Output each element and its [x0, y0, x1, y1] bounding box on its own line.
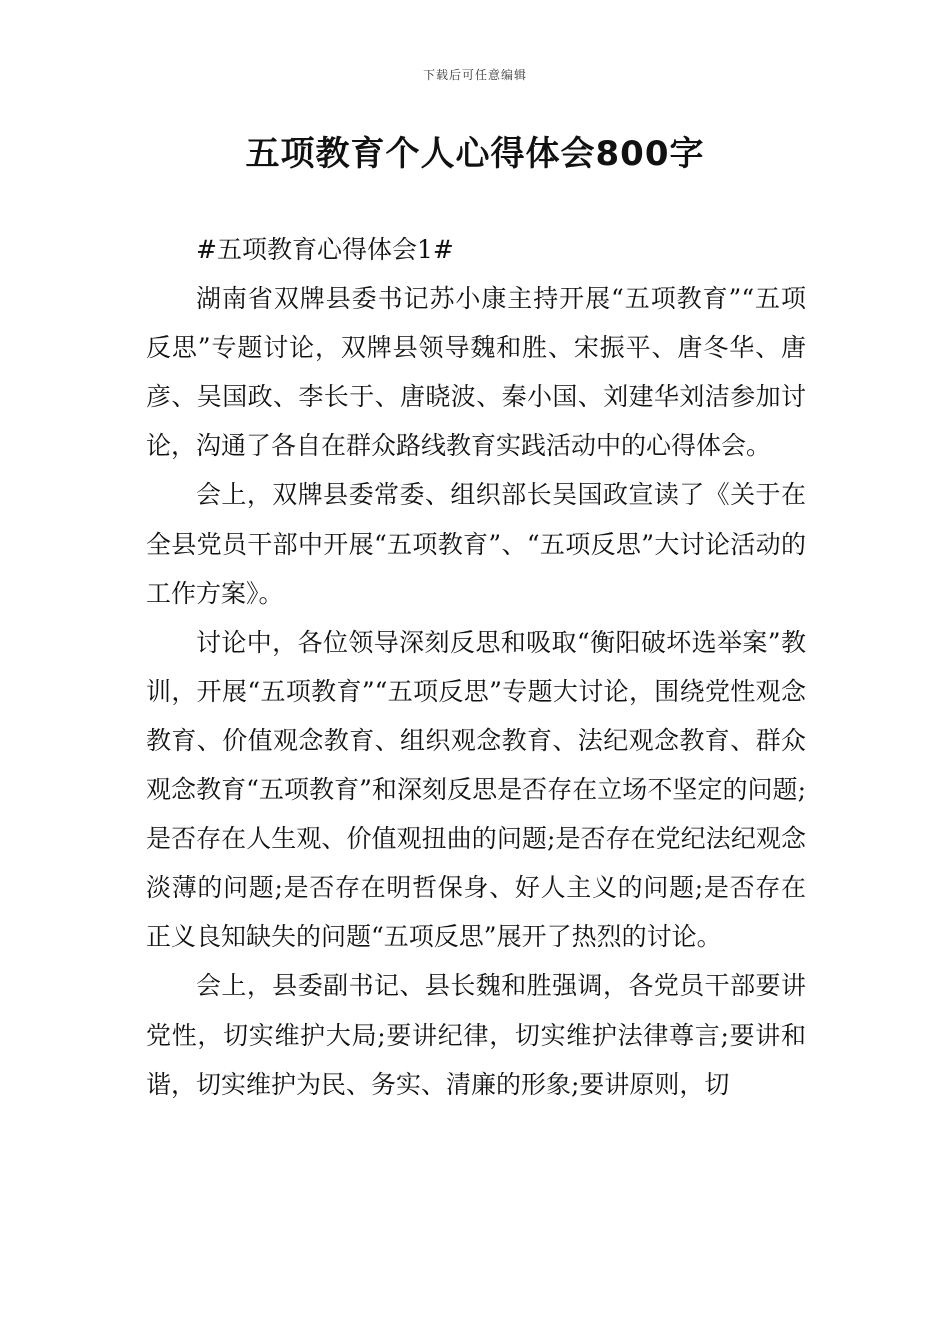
- paragraph: 会上，双牌县委常委、组织部长吴国政宣读了《关于在全县党员干部中开展“五项教育”、“五项反思”大讨论活动的工作方案》。: [146, 480, 806, 608]
- paragraph: 湖南省双牌县委书记苏小康主持开展“五项教育”“五项反思”专题讨论，双牌县领导魏和胜、宋振平、唐冬华、唐彦、吴国政、李长于、唐晓波、秦小国、刘建华刘洁参加讨论，沟通了各自在群众路线教育实践活动中的心得体会。: [146, 284, 806, 461]
- paragraph: 讨论中，各位领导深刻反思和吸取“衡阳破坏选举案”教训，开展“五项教育”“五项反思”专题大讨论，围绕党性观念教育、价值观念教育、组织观念教育、法纪观念教育、群众观念教育“五项教育”和深刻反思是否存在立场不坚定的问题;是否存在人生观、价值观扭曲的问题;是否存在党纪法纪观念淡薄的问题;是否存在明哲保身、好人主义的问题;是否存在正义良知缺失的问题“五项反思”展开了热烈的讨论。: [146, 627, 806, 952]
- document-title: 五项教育个人心得体会800字: [245, 134, 705, 174]
- paragraph: 会上，县委副书记、县长魏和胜强调，各党员干部要讲党性，切实维护大局;要讲纪律，切实维护法律尊言;要讲和谐，切实维护为民、务实、清廉的形象;要讲原则，切: [146, 971, 806, 1099]
- document-body: [146, 225, 806, 1109]
- header-note: 下载后可任意编辑: [422, 68, 527, 82]
- paragraph-heading: #五项教育心得体会1#: [196, 235, 454, 264]
